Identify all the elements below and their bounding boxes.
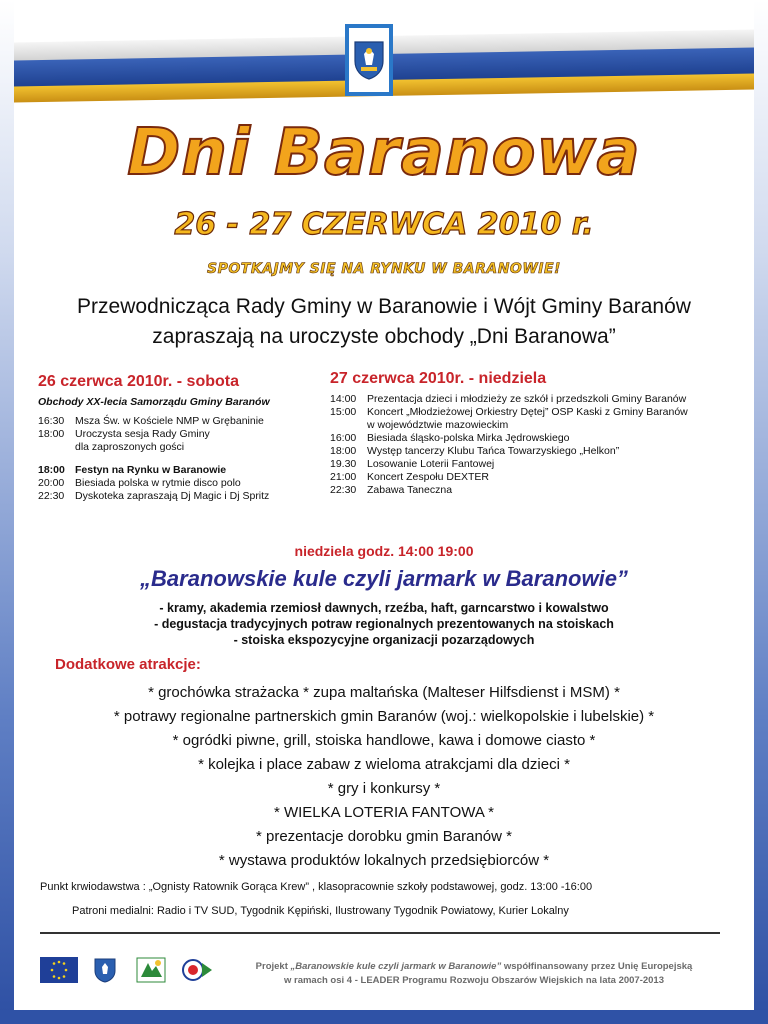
saturday-subheading: Obchody XX-lecia Samorządu Gminy Baranów bbox=[38, 396, 270, 408]
list-item: * wystawa produktów lokalnych przedsiębiorców * bbox=[218, 852, 550, 869]
schedule-item: w województwie mazowieckim bbox=[367, 419, 509, 431]
invitation-text bbox=[30, 292, 738, 352]
extras-list bbox=[20, 681, 748, 873]
eu-flag-icon bbox=[40, 957, 78, 983]
fair-items bbox=[0, 600, 768, 648]
gmina-crest-icon bbox=[86, 957, 124, 983]
list-item: * kolejka i place zabaw z wieloma atrakcjami dla dzieci * bbox=[198, 756, 570, 773]
fair-time: niedziela godz. 14:00 19:00 bbox=[294, 543, 474, 559]
list-item: - degustacja tradycyjnych potraw regionalnych prezentowanych na stoiskach bbox=[154, 617, 614, 631]
leader-logo-icon bbox=[132, 957, 170, 983]
schedule-item: 16:00 Biesiada śląsko-polska Mirka Jędrowskiego bbox=[330, 432, 570, 444]
list-item: - stoiska ekspozycyjne organizacji pozarządowych bbox=[233, 633, 535, 647]
saturday-heading: 26 czerwca 2010r. - sobota bbox=[38, 373, 239, 390]
invite-line-1: Przewodnicząca Rady Gminy w Baranowie i Wójt Gminy Baranów bbox=[77, 295, 691, 318]
list-item: - kramy, akademia rzemiosł dawnych, rzeźba, haft, garncarstwo i kowalstwo bbox=[159, 601, 609, 615]
page-title: Dni Baranowa bbox=[127, 116, 641, 190]
schedule-item: 18:00 Uroczysta sesja Rady Gminy bbox=[38, 428, 210, 440]
slogan: SPOTKAJMY SIĘ NA RYNKU W BARANOWIE! bbox=[207, 261, 561, 277]
schedule-item: 19.30 Losowanie Loterii Fantowej bbox=[330, 458, 495, 470]
sunday-schedule bbox=[330, 372, 745, 497]
invite-line-2: zapraszają na uroczyste obchody „Dni Baranowa” bbox=[152, 325, 616, 348]
rural-program-logo-icon bbox=[178, 957, 216, 983]
sunday-heading: 27 czerwca 2010r. - niedziela bbox=[330, 370, 547, 387]
extras-heading: Dodatkowe atrakcje: bbox=[55, 656, 201, 673]
sponsor-logos bbox=[40, 957, 216, 983]
divider bbox=[40, 932, 720, 934]
list-item: * gry i konkursy * bbox=[327, 780, 441, 797]
schedule-item: 20:00 Biesiada polska w rytmie disco polo bbox=[38, 477, 241, 489]
list-item: * grochówka strażacka * zupa maltańska (Malteser Hilfsdienst i MSM) * bbox=[148, 684, 620, 701]
schedule-item: 18:00 Występ tancerzy Klubu Tańca Towarzyskiego „Helkon” bbox=[330, 445, 620, 457]
fair-title: „Baranowskie kule czyli jarmark w Baranowie” bbox=[140, 566, 628, 591]
footer-funding-note: Projekt „Baranowskie kule czyli jarmark w Baranowie” współfinansowany przez Unię Europejską w ramach osi 4 - LEADER Programu Rozwoju Obszarów Wiejskich na lata 2007-2013 bbox=[255, 961, 693, 986]
blood-donation-info: Punkt krwiodawstwa : „Ognisty Ratownik Gorąca Krew” , klasopracownie szkoły podstawowej, godz. 13:00 -16:00 bbox=[40, 881, 593, 893]
schedule-item: dla zaproszonych gości bbox=[75, 441, 185, 453]
schedule-item: 22:30 Dyskoteka zapraszają Dj Magic i Dj Spritz bbox=[38, 490, 270, 502]
schedule-item: 21:00 Koncert Zespołu DEXTER bbox=[330, 471, 489, 483]
list-item: * ogródki piwne, grill, stoiska handlowe, kawa i domowe ciasto * bbox=[172, 732, 596, 749]
list-item: * prezentacje dorobku gmin Baranów * bbox=[256, 828, 512, 845]
list-item: * WIELKA LOTERIA FANTOWA * bbox=[273, 804, 495, 821]
coat-of-arms-icon bbox=[345, 24, 393, 96]
schedule-item: 15:00 Koncert „Młodzieżowej Orkiestry Dętej” OSP Kaski z Gminy Baranów bbox=[330, 406, 688, 418]
schedule-item: 14:00 Prezentacja dzieci i młodzieży ze szkół i przedszkoli Gminy Baranów bbox=[330, 393, 687, 405]
schedule-item: 22:30 Zabawa Taneczna bbox=[330, 484, 453, 496]
media-patrons: Patroni medialni: Radio i TV SUD, Tygodnik Kępiński, Ilustrowany Tygodnik Powiatowy, Kurier Lokalny bbox=[72, 905, 569, 917]
list-item: * potrawy regionalne partnerskich gmin Baranów (woj.: wielkopolskie i lubelskie) * bbox=[113, 708, 655, 725]
page-frame-bottom bbox=[0, 1010, 768, 1024]
schedule-item: 18:00 Festyn na Rynku w Baranowie bbox=[38, 464, 227, 476]
saturday-schedule bbox=[38, 375, 323, 503]
schedule-item: 16:30 Msza Św. w Kościele NMP w Grębaninie bbox=[38, 415, 264, 427]
event-dates: 26 - 27 CZERWCA 2010 r. bbox=[174, 207, 594, 242]
